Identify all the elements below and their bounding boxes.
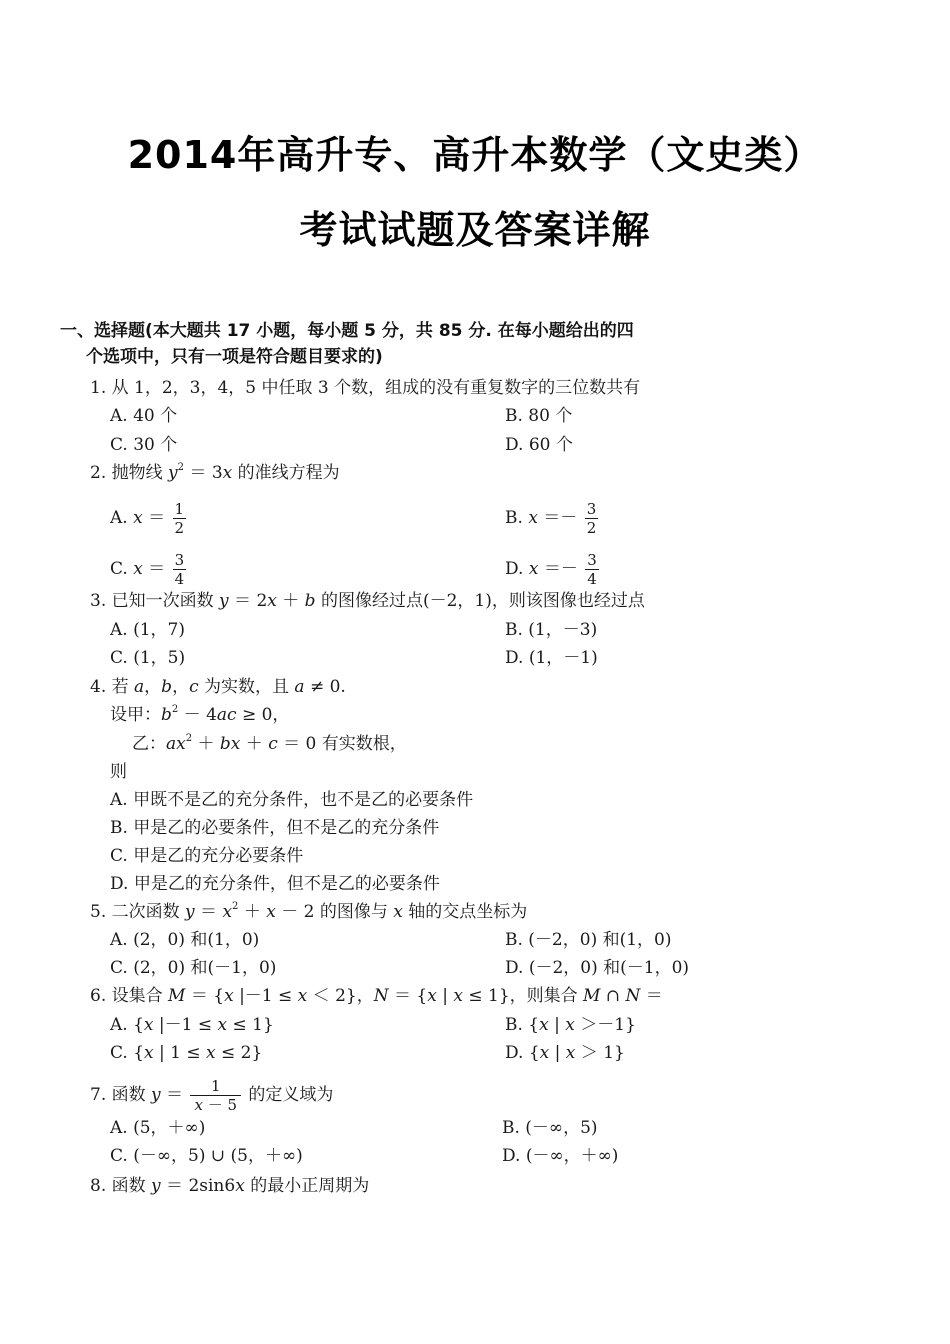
q4-statement-jia	[110, 705, 289, 725]
document-title-line1: 2014年高升专、高升本数学（文史类）	[127, 133, 823, 177]
q8-equation: y ＝ 2sin6x	[151, 1176, 245, 1196]
q2-option-d: D. x ＝－ $\frac{3}{4}$	[505, 551, 597, 588]
q2-option-b-fraction	[585, 500, 599, 537]
q5-option-b: B. (－2，0) 和(1，0)	[505, 930, 672, 950]
q2-option-b-label: B.	[505, 508, 523, 528]
q5-option-c: C. (2，0) 和(－1，0)	[110, 958, 277, 978]
q6-stem-text: ，则集合	[509, 986, 578, 1006]
q2-b-denominator: 2	[586, 519, 597, 537]
q4-yi-expression: $ax^2$ ＋ bx ＋ c ＝ 0	[166, 733, 322, 754]
q4-condition: a ≠ 0.	[294, 677, 346, 697]
q4-stem-text: 为实数，且	[204, 677, 289, 697]
q5-option-d: D. (－2，0) 和(－1，0)	[505, 958, 690, 978]
q4-stem	[90, 677, 346, 697]
q5-stem-text2: 轴的交点坐标为	[408, 902, 528, 922]
q4-yi-label: 乙：	[132, 734, 166, 754]
q5-axis-variable: x	[393, 902, 403, 922]
q4-yi-text: 有实数根，	[321, 734, 407, 754]
q7-option-d: D. (－∞，＋∞)	[502, 1146, 619, 1166]
q4-number: 4. 若	[90, 677, 129, 697]
q3-number: 3. 已知一次函数	[90, 591, 214, 611]
q4-jia-label: 设甲：	[110, 705, 161, 725]
q6-option-a: A. {x |－1 ≤ x ≤ 1}	[110, 1015, 274, 1035]
q1-option-b: B. 80 个	[505, 406, 573, 426]
q7-number: 7. 函数	[90, 1085, 146, 1105]
q7-denominator: x － 5	[190, 1095, 241, 1114]
q4-option-c: C. 甲是乙的充分必要条件	[110, 846, 304, 866]
q2-option-c-label: C.	[110, 559, 128, 579]
q2-option-c-fraction	[173, 551, 187, 588]
q7-fraction	[190, 1077, 241, 1114]
q5-option-a: A. (2，0) 和(1，0)	[110, 930, 260, 950]
q6-stem	[90, 986, 663, 1006]
q4-then: 则	[110, 762, 127, 782]
q7-numerator: 1	[210, 1077, 221, 1095]
q6-option-c: C. {x | 1 ≤ x ≤ 2}	[110, 1043, 263, 1063]
q5-number: 5. 二次函数	[90, 902, 180, 922]
q2-option-d-label: D.	[505, 559, 524, 579]
q1-stem: 1. 从 1，2，3，4，5 中任取 3 个数，组成的没有重复数字的三位数共有	[90, 378, 641, 398]
q7-option-b: B. (－∞，5)	[502, 1118, 598, 1138]
q3-option-d: D. (1，－1)	[505, 648, 598, 668]
q7-stem-text: 的定义域为	[248, 1085, 334, 1105]
q2-a-denominator: 2	[174, 519, 185, 537]
q7-equation: y ＝ $\frac{1}{x - 5}$	[151, 1085, 248, 1105]
q4-option-d: D. 甲是乙的充分条件，但不是乙的必要条件	[110, 874, 440, 894]
q6-sets: M ＝ {x |－1 ≤ x ＜ 2}，N ＝ {x | x ≤ 1}	[168, 986, 510, 1006]
q6-number: 6. 设集合	[90, 986, 163, 1006]
document-title-line2: 考试试题及答案详解	[299, 208, 651, 252]
q2-option-a-label: A.	[110, 508, 128, 528]
q6-intersection: M ∩ N ＝	[583, 986, 663, 1006]
q2-c-denominator: 4	[174, 570, 185, 588]
q3-option-a: A. (1，7)	[110, 620, 185, 640]
q7-stem	[90, 1077, 333, 1114]
q7-option-c: C. (－∞，5) ∪ (5，＋∞)	[110, 1146, 303, 1166]
q2-option-c: C. x ＝ $\frac{3}{4}$	[110, 551, 185, 588]
q2-a-numerator: 1	[174, 500, 185, 518]
q1-option-a: A. 40 个	[110, 406, 178, 426]
q6-option-d: D. {x | x ＞ 1}	[505, 1043, 625, 1063]
q3-stem	[90, 591, 645, 611]
q4-statement-yi	[132, 734, 407, 754]
q2-option-a: A. x ＝ $\frac{1}{2}$	[110, 500, 185, 537]
q2-stem	[90, 463, 340, 483]
q4-option-b: B. 甲是乙的必要条件，但不是乙的充分条件	[110, 818, 440, 838]
q5-equation: $y = x^2 + x - 2$	[185, 901, 315, 922]
q6-option-b: B. {x | x ＞－1}	[505, 1015, 636, 1035]
q2-d-denominator: 4	[587, 570, 597, 588]
q2-d-numerator: 3	[587, 551, 597, 569]
q3-stem-text: 的图像经过点(－2，1)，则该图像也经过点	[320, 591, 645, 611]
q2-number: 2. 抛物线	[90, 463, 163, 483]
section-header-line1: 一、选择题(本大题共 17 小题，每小题 5 分，共 85 分. 在每小题给出的四	[60, 321, 634, 341]
q2-option-d-fraction	[585, 551, 599, 588]
q5-stem-text: 的图像与	[319, 902, 388, 922]
q8-stem-text: 的最小正周期为	[250, 1176, 370, 1196]
q1-option-c: C. 30 个	[110, 435, 178, 455]
q4-option-a: A. 甲既不是乙的充分条件，也不是乙的必要条件	[110, 790, 474, 810]
q2-c-numerator: 3	[174, 551, 185, 569]
q2-stem-text: 的准线方程为	[237, 463, 340, 483]
q4-variables: a，b，c	[134, 677, 199, 697]
q3-option-b: B. (1，－3)	[505, 620, 598, 640]
q1-option-d: D. 60 个	[505, 435, 573, 455]
q4-jia-expression: $b^2 - 4ac \ge 0$，	[161, 704, 290, 725]
q2-option-b: B. x ＝－ $\frac{3}{2}$	[505, 500, 597, 537]
section-header-line2: 个选项中，只有一项是符合题目要求的)	[86, 347, 383, 367]
q8-stem	[90, 1176, 369, 1196]
q5-stem	[90, 902, 527, 922]
q3-equation: y ＝ 2x ＋ b	[219, 591, 316, 611]
q8-number: 8. 函数	[90, 1176, 146, 1196]
q2-equation: $y^2 = 3x$	[168, 462, 233, 483]
q3-option-c: C. (1，5)	[110, 648, 186, 668]
q2-b-numerator: 3	[586, 500, 597, 518]
q7-option-a: A. (5，＋∞)	[110, 1118, 206, 1138]
q2-option-a-fraction	[173, 500, 187, 537]
